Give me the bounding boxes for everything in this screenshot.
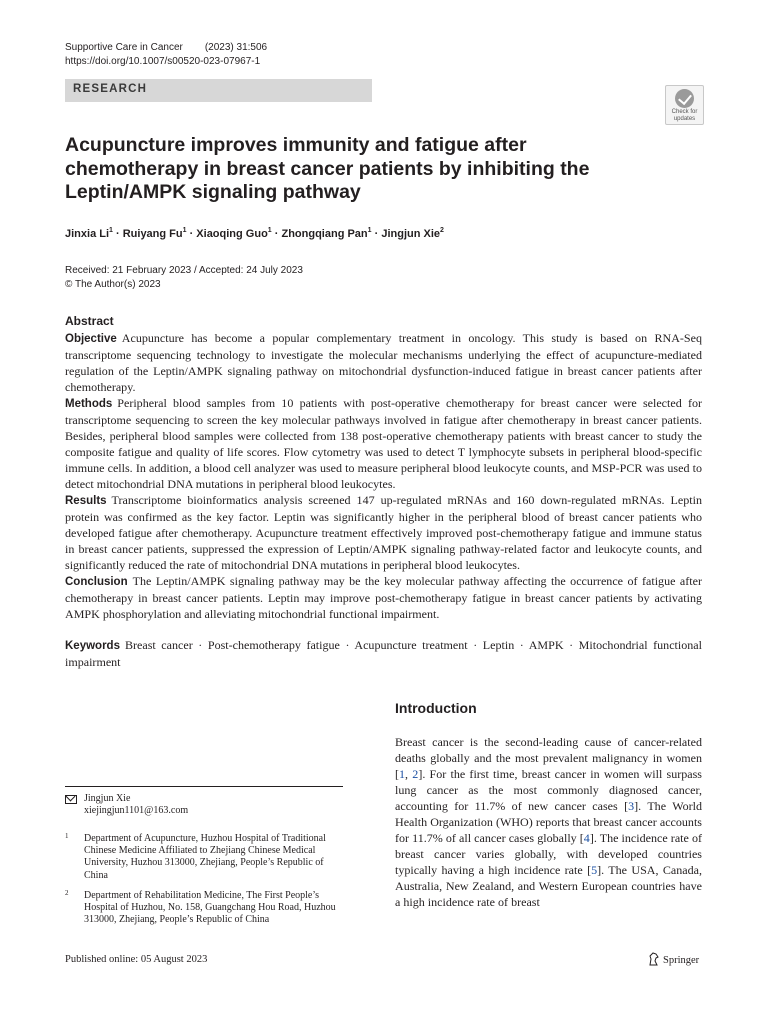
results-text: Transcriptome bioinformatics analysis screened 147 up-regulated mRNAs and 160 down-regulated mRNAs. Leptin protein was confirmed as the key factor. Leptin was significantly higher in the peripheral blood of breast cancer patients who developed fatigue after chemotherapy. Acupuncture treatment effectively improved post-chemotherapy fatigue and immune status in breast cancer patients, suppressed the expression of Leptin/AMPK signaling pathway-related factor and leukocyte counts, and significantly reduced the rate of mitochondrial DNA mutations in peripheral blood leukocytes. <box>65 493 702 572</box>
published-online: Published online: 05 August 2023 <box>65 954 208 965</box>
article-dates <box>65 264 303 291</box>
conclusion-label: Conclusion <box>65 576 128 588</box>
author-name[interactable]: Jinxia Li <box>65 228 110 240</box>
copyright: © The Author(s) 2023 <box>65 278 161 290</box>
citation-link[interactable]: 2 <box>412 767 419 781</box>
citation-link[interactable]: 1 <box>399 767 406 781</box>
abstract-heading: Abstract <box>65 314 114 328</box>
section-banner <box>65 79 372 102</box>
contact-email[interactable]: xiejingjun1101@163.com <box>84 805 189 817</box>
author-affiliation: 1 <box>267 227 272 234</box>
objective-text: Acupuncture has become a popular complementary treatment in oncology. This study is based on RNA-Seq transcriptome sequencing technology to investigate the molecular mechanisms underlying the effect of acupuncture-mediated regulation of the Leptin/AMPK signaling pathway on mitochondrial dysfunction-induced fatigue in breast cancer patients after chemotherapy. <box>65 331 702 394</box>
author-name[interactable]: Ruiyang Fu <box>122 228 183 240</box>
author-name[interactable]: Jingjun Xie <box>381 228 441 240</box>
citation-link[interactable]: 4 <box>583 831 590 845</box>
author-affiliation: 2 <box>440 227 444 234</box>
author-separator: · <box>371 228 382 240</box>
footnote-divider <box>65 786 343 787</box>
envelope-icon <box>65 795 77 804</box>
author-name[interactable]: Zhongqiang Pan <box>281 228 368 240</box>
check-for-updates-badge[interactable] <box>665 85 704 125</box>
journal-volume: (2023) 31:506 <box>204 42 268 53</box>
methods-text: Peripheral blood samples from 10 patients with post-operative chemotherapy for breast cancer were selected for transcriptome sequencing to screen the key molecular pathways involved in fatigue after chemotherapy in breast cancer patients. Besides, peripheral blood samples were collected from 138 post-operative chemotherapy patients with breast cancer to study the composite fatigue and quality of life scores. Flow cytometry was used to detect T lymphocyte subsets in peripheral blood-specific immune cells. In addition, a blood cell analyzer was used to measure peripheral blood leukocyte counts, and MSP-PCR was used to detect mitochondrial DNA mutations in peripheral blood leukocytes. <box>65 396 702 491</box>
springer-horse-icon <box>648 952 660 966</box>
article-title: Acupuncture improves immunity and fatigue after chemotherapy in breast cancer patients by inhibiting the Leptin/AMPK signaling pathway <box>65 134 590 203</box>
results-label: Results <box>65 495 107 507</box>
author-affiliation: 1 <box>367 227 372 234</box>
affiliation-number: 1 <box>65 832 69 840</box>
objective-label: Objective <box>65 333 117 345</box>
affiliation-1: Department of Acupuncture, Huzhou Hospital of Traditional Chinese Medicine Affiliated to Zhejiang Chinese Medical University, Huzhou 313000, Zhejiang, People’s Republic of China <box>84 833 326 881</box>
keywords <box>65 637 702 670</box>
section-label: RESEARCH <box>73 83 148 95</box>
keywords-label: Keywords <box>65 640 120 652</box>
author-separator: · <box>112 228 123 240</box>
doi-link[interactable]: https://doi.org/10.1007/s00520-023-07967-1 <box>65 56 261 67</box>
intro-text: ]. For the first time, breast cancer in women will surpass lung cancer as the most commonly diagnosed cancer, accounting for 11.7% of new cancer cases [ <box>395 767 702 813</box>
abstract-objective <box>65 330 702 395</box>
author-list <box>65 227 444 240</box>
methods-label: Methods <box>65 398 113 410</box>
affiliation-number: 2 <box>65 889 69 897</box>
badge-line-1: Check for <box>671 109 698 115</box>
received-accepted: Received: 21 February 2023 / Accepted: 24 July 2023 <box>65 265 303 276</box>
author-affiliation: 1 <box>182 227 187 234</box>
intro-text: ]. The incidence rate of breast cancer varies globally, with developed countries typically having a high incidence rate [ <box>395 831 702 877</box>
author-separator: · <box>186 228 197 240</box>
introduction-heading: Introduction <box>395 700 477 716</box>
abstract-methods <box>65 395 702 492</box>
author-separator: · <box>271 228 282 240</box>
badge-line-2: updates <box>673 116 696 122</box>
journal-name: Supportive Care in Cancer <box>65 42 183 53</box>
abstract-body <box>65 330 702 622</box>
intro-text: ]. The USA, Canada, Australia, New Zealand, and Western European countries have a high incidence rate of breast <box>395 863 702 909</box>
intro-text: ]. The World Health Organization (WHO) reports that breast cancer accounts for 11.7% of all cancer cases globally [ <box>395 799 703 845</box>
intro-text: Breast cancer is the second-leading cause of cancer-related deaths globally and the most prevalent malignancy in women [ <box>395 735 702 781</box>
abstract-conclusion <box>65 573 702 622</box>
contact-name: Jingjun Xie <box>84 793 131 804</box>
keywords-text: Breast cancer · Post-chemotherapy fatigue · Acupuncture treatment · Leptin · AMPK · Mitochondrial functional impairment <box>65 638 702 669</box>
affiliation-2: Department of Rehabilitation Medicine, The First People’s Hospital of Huzhou, No. 158, Guangchang Hou Road, Huzhou 313000, Zhejiang, People’s Republic of China <box>84 890 336 926</box>
check-updates-icon <box>675 89 694 108</box>
citation-link[interactable]: 5 <box>591 863 598 877</box>
publisher-logo <box>648 952 699 966</box>
conclusion-text: The Leptin/AMPK signaling pathway may be the key molecular pathway affecting the occurrence of fatigue after chemotherapy in breast cancer patients. Leptin may improve post-chemotherapy fatigue in breast cancer patients by activating AMPK phosphorylation and alleviating mitochondrial functional impairment. <box>65 574 702 621</box>
author-name[interactable]: Xiaoqing Guo <box>196 228 268 240</box>
abstract-results <box>65 492 702 573</box>
publisher-name: Springer <box>663 955 700 966</box>
journal-header <box>65 41 267 69</box>
introduction-body <box>395 734 702 910</box>
citation-link[interactable]: 3 <box>628 799 635 813</box>
author-affiliation: 1 <box>109 227 113 234</box>
corresponding-author <box>84 793 188 817</box>
intro-text: , <box>405 767 413 781</box>
